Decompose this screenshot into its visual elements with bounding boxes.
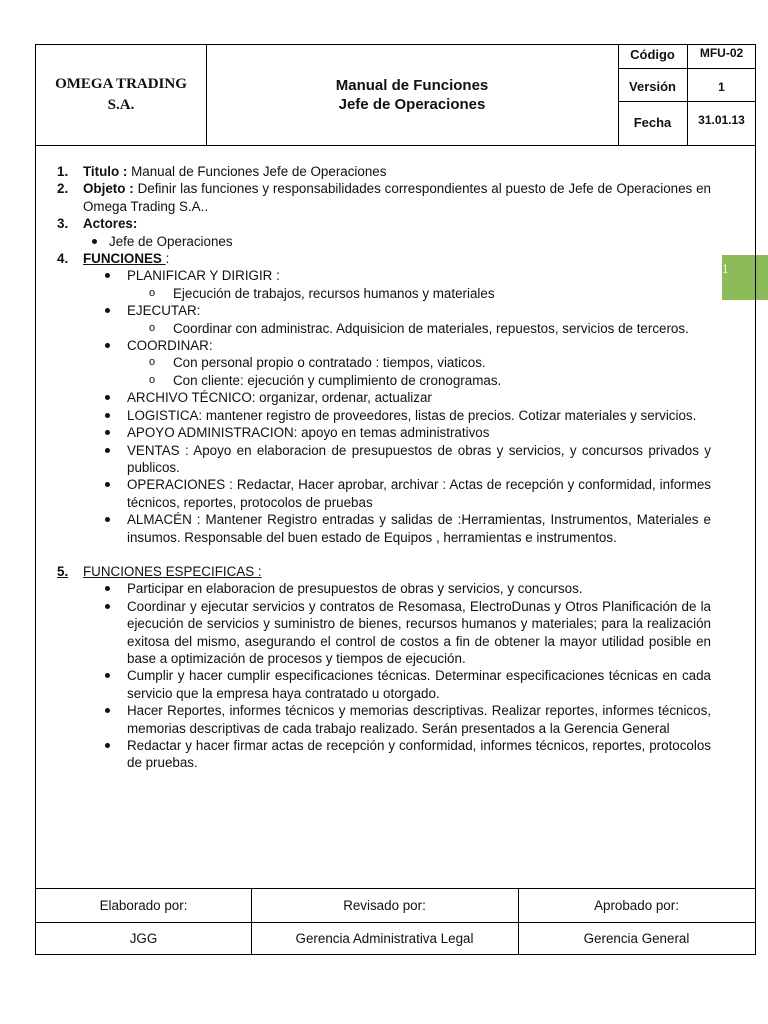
bullet-icon [105, 448, 110, 453]
fecha-label: Fecha [633, 115, 672, 130]
version-value: 1 [718, 80, 725, 94]
list-item [57, 442, 711, 477]
list-item-text: ALMACÉN : Mantener Registro entradas y salidas de :Herramientas, Instrumentos, Materiales e insumos. Responsable del buen estado de Equipos , herramientas e instrumentos. [127, 512, 711, 545]
sub-list-item [57, 354, 711, 371]
elaborado-value: JGG [129, 931, 158, 946]
circle-bullet-icon: o [149, 286, 156, 299]
approval-table [35, 888, 756, 955]
divider [618, 68, 756, 69]
bullet-icon [105, 308, 110, 313]
document-title [206, 45, 618, 145]
section-colon: : [165, 251, 170, 267]
circle-bullet-icon: o [149, 373, 156, 386]
bullet-icon [105, 708, 110, 713]
list-item-text: ARCHIVO TÉCNICO: organizar, ordenar, actualizar [127, 390, 432, 406]
document-title-line1: Manual de Funciones [335, 77, 489, 94]
section-label: Actores: [83, 216, 138, 232]
list-item [57, 702, 711, 737]
section-number: 4. [57, 251, 69, 267]
revisado-label: Revisado por: [343, 898, 426, 913]
list-item-text: Jefe de Operaciones [109, 233, 233, 249]
list-item-text: PLANIFICAR Y DIRIGIR : [127, 268, 280, 284]
aprobado-value: Gerencia General [583, 931, 690, 946]
page-number: 1 [722, 261, 729, 276]
bullet-icon [105, 430, 110, 435]
list-item-text: VENTAS : Apoyo en elaboracion de presupuestos de obras y servicios, y concursos privados y publicos. [127, 442, 711, 475]
list-item [57, 389, 711, 406]
list-item-text: LOGISTICA: mantener registro de proveedores, listas de precios. Cotizar materiales y servicios. [127, 407, 697, 423]
list-item [57, 511, 711, 546]
section-funciones-especificas [57, 563, 711, 580]
section-number: 3. [57, 216, 69, 232]
elaborado-label: Elaborado por: [99, 898, 188, 913]
sub-list-item [57, 285, 711, 302]
circle-bullet-icon: o [149, 356, 156, 369]
section-label: FUNCIONES [83, 251, 166, 267]
bullet-icon [105, 604, 110, 609]
list-item-text: Cumplir y hacer cumplir especificaciones técnicas. Determinar especificaciones técnicas en cada servicio que la empresa haya contratado u otorgado. [127, 668, 711, 701]
section-label: FUNCIONES ESPECIFICAS : [83, 563, 262, 579]
list-item [57, 476, 711, 511]
revisado-value: Gerencia Administrativa Legal [295, 931, 474, 946]
list-item [57, 737, 711, 772]
divider [618, 101, 756, 102]
section-titulo [57, 163, 711, 180]
list-item [57, 233, 711, 250]
list-item [57, 337, 711, 354]
list-item [57, 407, 711, 424]
section-number: 2. [57, 181, 69, 197]
list-item-text: Coordinar con administrac. Adquisicion de materiales, repuestos, servicios de terceros. [173, 320, 689, 336]
document-header-table [35, 44, 756, 146]
sub-list-item [57, 320, 711, 337]
section-actores [57, 215, 711, 232]
list-item-text: Con cliente: ejecución y cumplimiento de cronogramas. [173, 372, 502, 388]
bullet-icon [105, 743, 110, 748]
list-item [57, 424, 711, 441]
list-item [57, 667, 711, 702]
bullet-icon [105, 517, 110, 522]
bullet-icon [105, 413, 110, 418]
list-item-text: Hacer Reportes, informes técnicos y memorias descriptivas. Realizar reportes, informes técnicos, memorias descriptivas de cada trabajo realizado. Serán presentados a la Gerencia General [127, 703, 711, 736]
list-item-text: Ejecución de trabajos, recursos humanos y materiales [173, 285, 495, 301]
section-number: 5. [57, 563, 69, 579]
document-content [57, 163, 711, 772]
bullet-icon [105, 273, 110, 278]
list-item [57, 580, 711, 597]
list-item [57, 267, 711, 284]
list-item-text: APOYO ADMINISTRACION: apoyo en temas administrativos [127, 425, 490, 441]
list-item-text: COORDINAR: [127, 338, 213, 354]
section-objeto [57, 180, 711, 215]
bullet-icon [105, 343, 110, 348]
section-text: Manual de Funciones Jefe de Operaciones [127, 164, 387, 179]
list-item [57, 598, 711, 668]
list-item-text: EJECUTAR: [127, 303, 201, 319]
bullet-icon [105, 586, 110, 591]
company-name-line1: OMEGA TRADING [55, 76, 187, 92]
company-name-line2: S.A. [107, 97, 135, 113]
fecha-value: 31.01.13 [698, 113, 745, 127]
section-label: Titulo : [83, 164, 128, 179]
list-item-text: Redactar y hacer firmar actas de recepción y conformidad, informes técnicos, reportes, protocolos de pruebas. [127, 738, 711, 771]
section-funciones [57, 250, 711, 267]
version-label: Versión [629, 79, 676, 94]
bullet-icon [105, 673, 110, 678]
list-item-text: OPERACIONES : Redactar, Hacer aprobar, archivar : Actas de recepción y conformidad, informes técnicos, reportes, protocolos de pruebas [127, 477, 711, 510]
circle-bullet-icon: o [149, 321, 156, 334]
document-title-line2: Jefe de Operaciones [338, 96, 486, 113]
section-label: Objeto : [83, 181, 134, 197]
list-item-text: Participar en elaboracion de presupuestos de obras y servicios, y concursos. [127, 581, 583, 597]
company-name [36, 45, 206, 145]
list-item [57, 302, 711, 319]
section-number: 1. [57, 164, 69, 179]
codigo-label: Código [630, 47, 675, 62]
codigo-value: MFU-02 [699, 46, 744, 60]
list-item-text: Coordinar y ejecutar servicios y contratos de Resomasa, ElectroDunas y Otros Planificación de la ejecución de servicios y suministro de bienes, recursos humanos y materiales; para la realización exitosa del mismo, asegurando el control de costos a fin de obtener la mayor utilidad posible en base a optimización de procesos y tiempos de ejecución. [127, 598, 711, 666]
document-body [35, 145, 756, 889]
sub-list-item [57, 372, 711, 389]
list-item-text: Con personal propio o contratado : tiempos, viaticos. [173, 355, 486, 371]
bullet-icon [105, 395, 110, 400]
divider [687, 45, 688, 145]
bullet-icon [105, 482, 110, 487]
section-text: Definir las funciones y responsabilidades correspondientes al puesto de Jefe de Operaciones en Omega Trading S.A.. [83, 181, 711, 214]
aprobado-label: Aprobado por: [594, 898, 679, 913]
bullet-icon [92, 239, 97, 244]
